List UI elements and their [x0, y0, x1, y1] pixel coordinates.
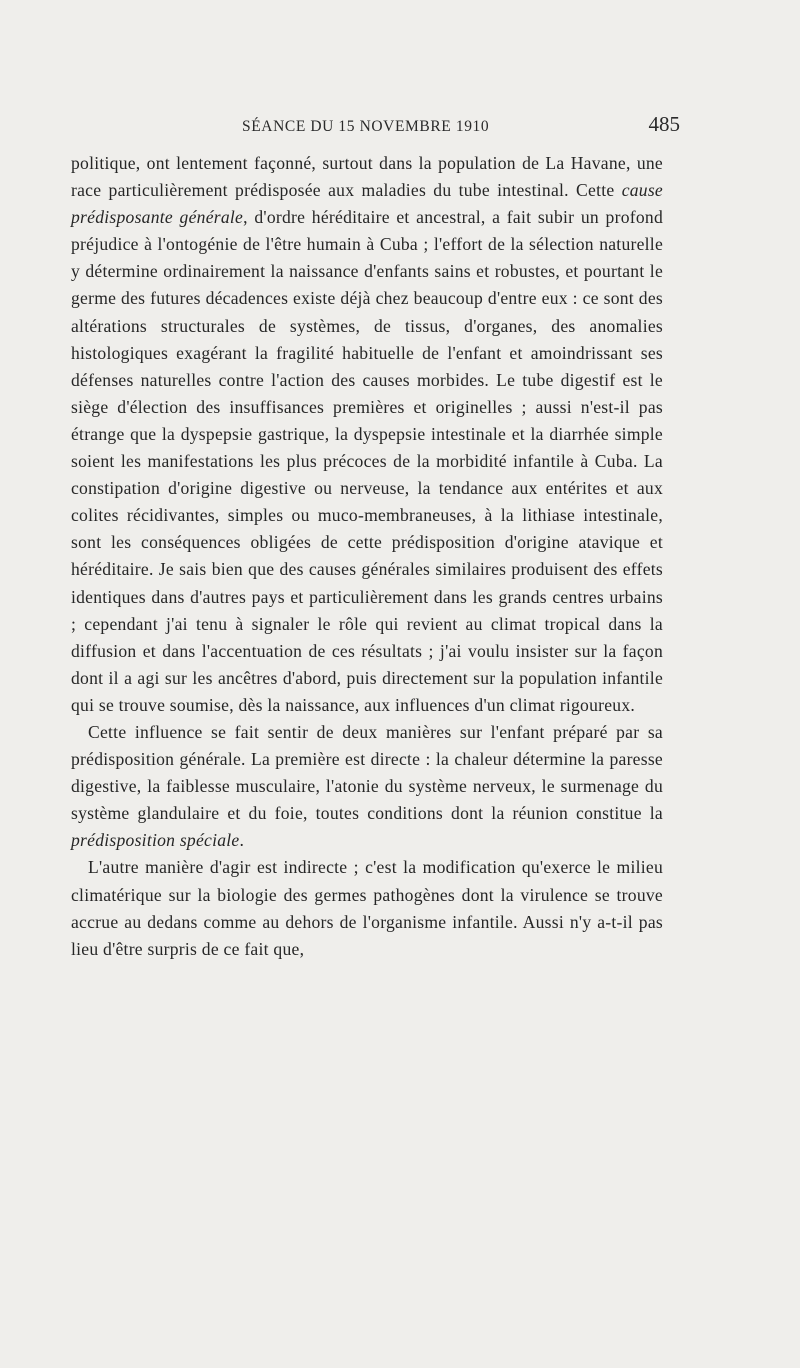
paragraph-text: .	[239, 830, 245, 851]
paragraph-text: L'autre manière d'agir est indirecte ; c'est la modification qu'exerce le milieu climatérique sur la biologie des germes pathogènes dont la virulence se trouve accrue au dedans comme au dehors de l'organisme infantile. Aussi n'y a-t-il pas lieu d'être surpris de ce fait que,	[71, 857, 663, 959]
body-text	[71, 150, 663, 963]
paragraph	[71, 150, 663, 719]
italic-phrase: cause prédisposante générale	[71, 180, 663, 228]
paragraph-text: Cette influence se fait sentir de deux manières sur l'enfant préparé par sa prédisposition générale. La première est directe : la chaleur détermine la paresse digestive, la faiblesse musculaire, l'atonie du système nerveux, le surmenage du système glandulaire et du foie, toutes conditions dont la réunion constitue la	[71, 721, 663, 824]
paragraph-text: , d'ordre héréditaire et ancestral, a fait subir un profond préjudice à l'ontogénie de l'être humain à Cuba ; l'effort de la sélection naturelle y détermine ordinairement la naissance d'enfants sains et robustes, et pourtant le germe des futures décadences existe déjà chez beaucoup d'entre eux : ce sont des altérations structurales de systèmes, de tissus, d'organes, des anomalies histologiques exagérant la fragilité habituelle de l'enfant et amoindrissant ses défenses naturelles contre l'action des causes morbides. Le tube digestif est le siège d'élection des insuffisances premières et originelles ; aussi n'est-il pas étrange que la dyspepsie gastrique, la dyspepsie intestinale et la diarrhée simple soient les manifestations les plus précoces de la morbidité infantile à Cuba. La constipation d'origine digestive ou nerveuse, la tendance aux entérites et aux colites récidivantes, simples ou muco-membraneuses, à la lithiase intestinale, sont les conséquences obligées de cette prédisposition d'origine atavique et héréditaire. Je sais bien que des causes générales similaires produisent des effets identiques dans d'autres pays et particulièrement dans les grands centres urbains ; cependant j'ai tenu à signaler le rôle qui revient au climat tropical dans la diffusion et dans l'accentuation de ces résultats ; j'ai voulu insister sur la façon dont il a agi sur les ancêtres d'abord, puis directement sur la population infantile qui se trouve soumise, dès la naissance, aux influences d'un climat rigoureux.	[71, 207, 663, 715]
paragraph	[71, 719, 663, 854]
page-header	[60, 112, 680, 142]
page-number: 485	[648, 112, 680, 136]
running-head: SÉANCE DU 15 NOVEMBRE 1910	[242, 118, 490, 135]
italic-phrase: prédisposition spéciale	[71, 830, 240, 851]
paragraph-text: politique, ont lentement façonné, surtout dans la population de La Havane, une race particulièrement prédisposée aux maladies du tube intestinal. Cette	[71, 153, 663, 201]
paragraph	[71, 854, 663, 962]
